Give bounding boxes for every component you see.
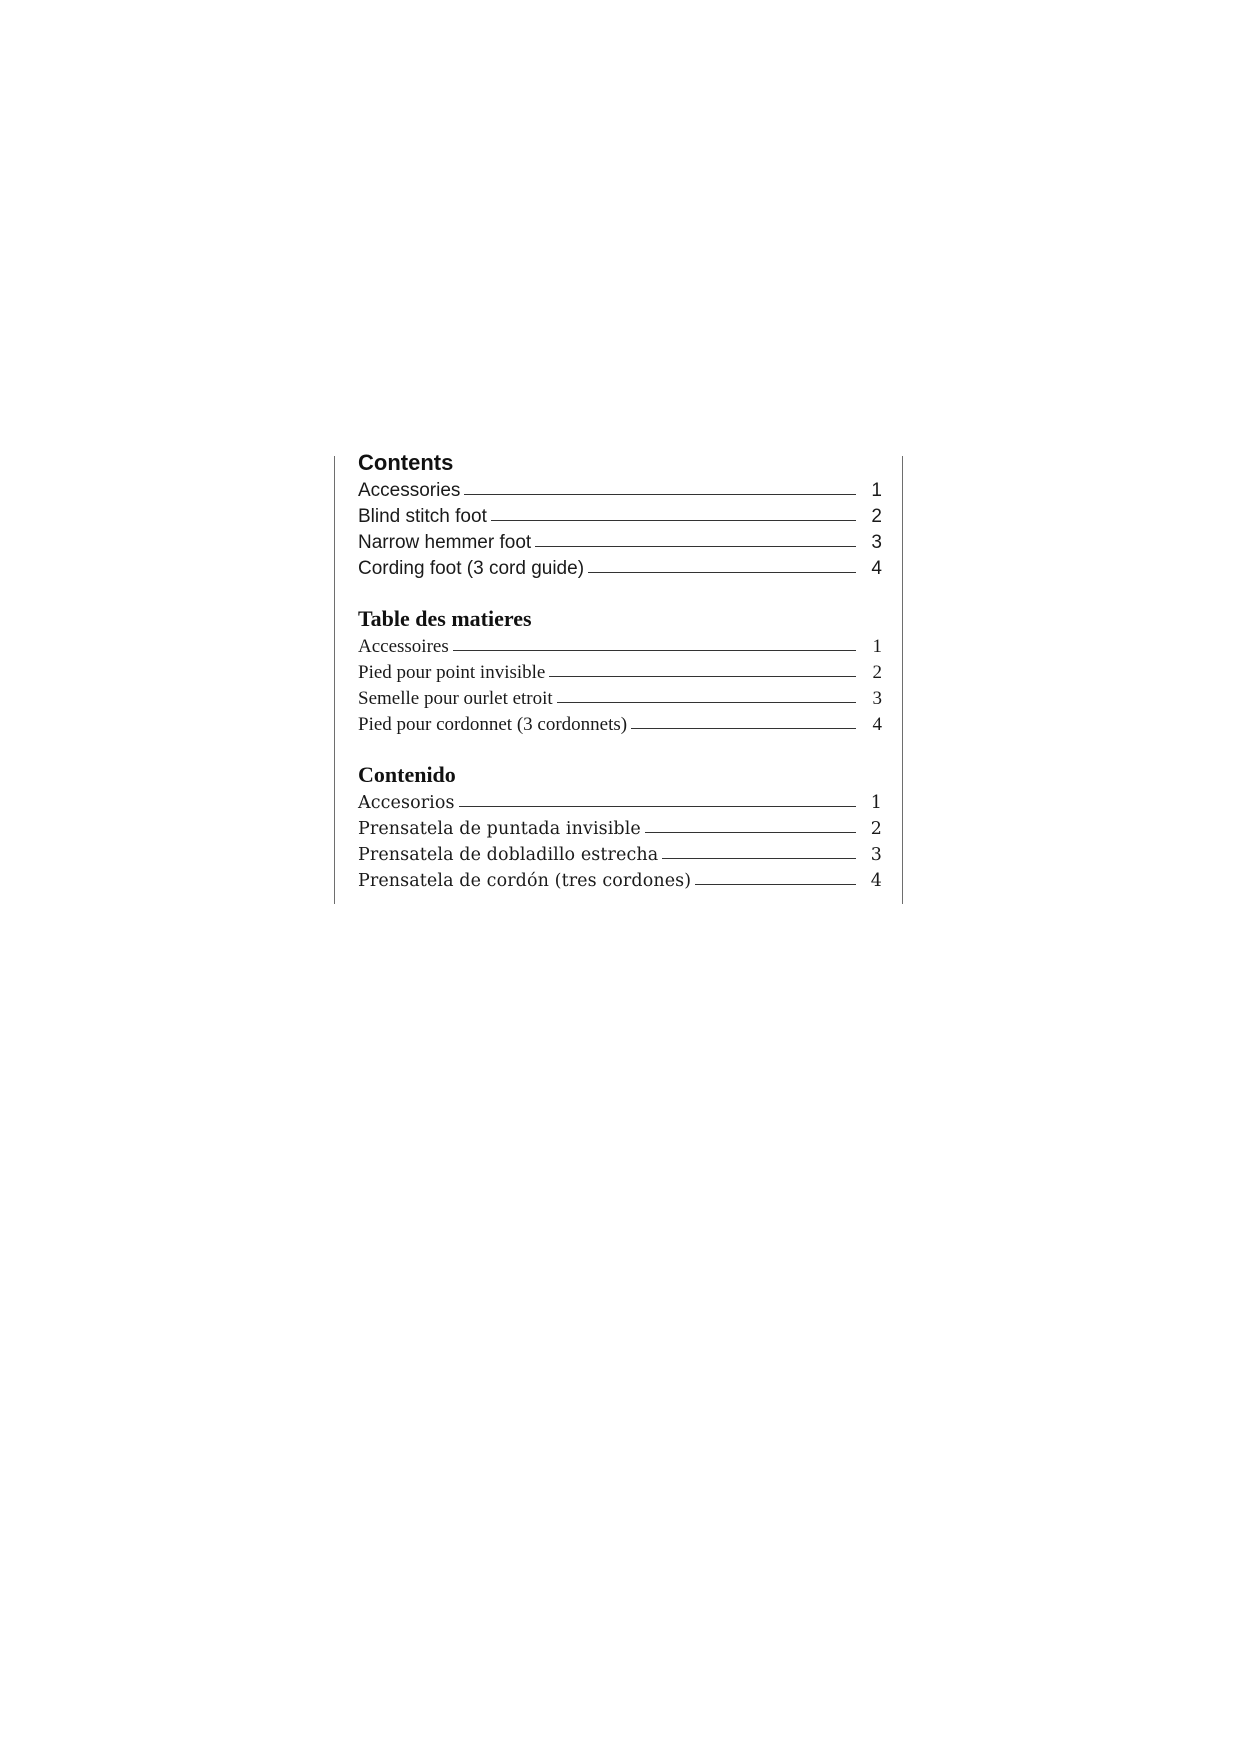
right-margin-rule [902,456,903,904]
toc-entry [358,712,882,738]
entry-label: Prensatela de cordón (tres cordones) [358,871,692,891]
entry-label: Pied pour cordonnet (3 cordonnets) [358,714,628,735]
entry-label: Prensatela de puntada invisible [358,819,641,839]
dot-leader [662,858,856,859]
section-heading: Contenido [358,762,456,787]
toc-entry [358,660,882,686]
toc-entry [358,634,882,660]
entry-label: Accessoires [358,636,449,657]
entry-page-number: 3 [871,532,882,553]
section-heading: Contents [358,450,454,475]
toc-entry [358,868,882,894]
toc-entry [358,556,882,582]
entry-page-number: 1 [871,480,882,501]
dot-leader [535,546,856,547]
entry-label: Cording foot (3 cord guide) [358,558,585,579]
entry-page-number: 1 [872,636,882,657]
dot-leader [645,832,856,833]
entry-page-number: 1 [870,793,882,813]
entry-page-number: 2 [871,506,882,527]
dot-leader [459,806,856,807]
toc-entry [358,530,882,556]
dot-leader [695,884,856,885]
section-heading: Table des matieres [358,606,532,631]
entry-label: Prensatela de dobladillo estrecha [358,845,659,865]
dot-leader [588,572,856,573]
entry-label: Blind stitch foot [358,506,487,527]
entry-page-number: 4 [872,714,882,735]
toc-section-english [358,448,882,582]
entry-label: Narrow hemmer foot [358,532,532,553]
dot-leader [491,520,856,521]
toc-entry [358,842,882,868]
dot-leader [549,676,856,677]
entry-page-number: 3 [872,688,882,709]
entry-page-number: 4 [871,558,882,579]
entry-page-number: 4 [870,871,882,891]
entry-label: Accessories [358,480,461,501]
entry-page-number: 3 [870,845,882,865]
toc-entry [358,504,882,530]
entry-label: Accesorios [358,793,455,813]
entry-page-number: 2 [870,819,882,839]
dot-leader [464,494,856,495]
entry-label: Pied pour point invisible [358,662,546,683]
table-of-contents [358,448,882,894]
toc-section-spanish [358,760,882,894]
entry-page-number: 2 [872,662,882,683]
dot-leader [453,650,856,651]
toc-entry [358,478,882,504]
dot-leader [557,702,856,703]
dot-leader [631,728,856,729]
entry-label: Semelle pour ourlet etroit [358,688,553,709]
toc-entry [358,790,882,816]
toc-section-french [358,604,882,738]
toc-entry [358,816,882,842]
left-margin-rule [334,456,335,904]
toc-entry [358,686,882,712]
